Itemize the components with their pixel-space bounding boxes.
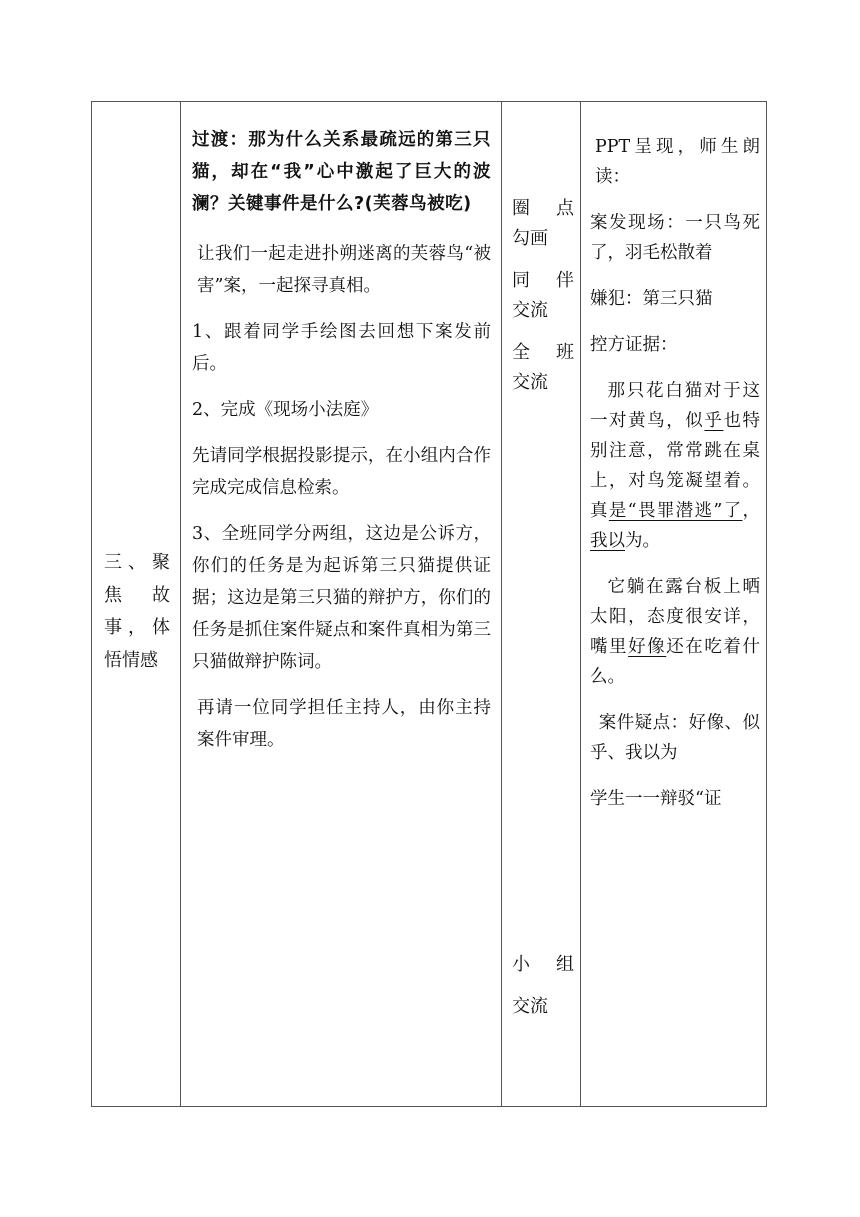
student-rebuttal: 学生一一辩驳“证 — [590, 789, 722, 809]
step-2-detail: 先请同学根据投影提示，在小组内合作完成完成信息检索。 — [192, 446, 491, 498]
lesson-plan-table — [91, 101, 767, 1107]
ppt-intro: PPT呈现，师生朗读： — [595, 137, 760, 187]
stage-label-line: 事，体 — [104, 617, 170, 638]
quote-text: ， — [742, 501, 760, 521]
mode-line: 勾画 — [512, 228, 548, 249]
mode-line: 同 伴 — [512, 270, 574, 291]
mode-group-bottom — [512, 950, 574, 1022]
mode-group-top — [512, 194, 574, 398]
prosecution-evidence: 控方证据： — [590, 335, 678, 355]
transition-paragraph: 过渡：那为什么关系最疏远的第三只猫，却在“我”心中激起了巨大的波澜？关键事件是什么?(芙蓉鸟被吃) — [192, 130, 491, 214]
underlined-word: 乎 — [704, 411, 724, 431]
intro-paragraph: 让我们一起走进扑朔迷离的芙蓉鸟“被害”案，一起探寻真相。 — [197, 244, 491, 296]
teaching-content-column — [181, 102, 502, 1106]
mode-line: 全 班 — [512, 342, 574, 363]
quote-text: 还在吃着什么。 — [590, 637, 760, 687]
case-doubts: 案件疑点：好像、似乎、我以为 — [590, 713, 760, 763]
evidence-quote-2 — [590, 572, 760, 692]
quote-text: 它躺在露台板上晒太阳，态度很安详，嘴里 — [590, 577, 760, 657]
stage-label-line: 焦 故 — [104, 584, 170, 606]
mode-line: 交流 — [512, 996, 548, 1017]
stage-label-line: 三、聚 — [104, 552, 170, 573]
mode-line: 交流 — [512, 372, 548, 393]
stage-column — [92, 102, 181, 1106]
learning-mode-column — [502, 102, 581, 1106]
step-3: 3、全班同学分两组，这边是公诉方，你们的任务是为起诉第三只猫提供证据；这边是第三只猫的辩护方，你们的任务是抓住案件疑点和案件真相为第三只猫做辩护陈词。 — [192, 524, 491, 672]
step-1: 1、跟着同学手绘图去回想下案发前后。 — [192, 322, 491, 374]
step-2: 2、完成《现场小法庭》 — [192, 400, 379, 420]
underlined-phrase: 是“畏罪潜逃”了 — [608, 501, 743, 521]
suspect: 嫌犯：第三只猫 — [590, 289, 713, 309]
quote-text: 也特别注意，常常跳在桌上，对鸟笼凝望着。真 — [590, 411, 760, 521]
underlined-phrase: 我以 — [590, 531, 625, 551]
crime-scene: 案发现场：一只鸟死了，羽毛松散着 — [590, 213, 760, 263]
underlined-word: 好像 — [628, 637, 667, 657]
mode-line: 交流 — [512, 300, 548, 321]
quote-text: 那只花白猫对于这一对黄鸟，似 — [590, 381, 760, 431]
mode-line: 小 组 — [512, 954, 574, 975]
stage-label — [104, 547, 170, 677]
ppt-notes-column — [581, 102, 766, 1106]
mode-line: 圈 点 — [512, 198, 574, 219]
quote-text: 为。 — [625, 531, 660, 551]
host-paragraph: 再请一位同学担任主持人，由你主持案件审理。 — [197, 698, 491, 750]
stage-label-line: 悟情感 — [104, 649, 158, 671]
evidence-quote-1 — [590, 376, 760, 556]
